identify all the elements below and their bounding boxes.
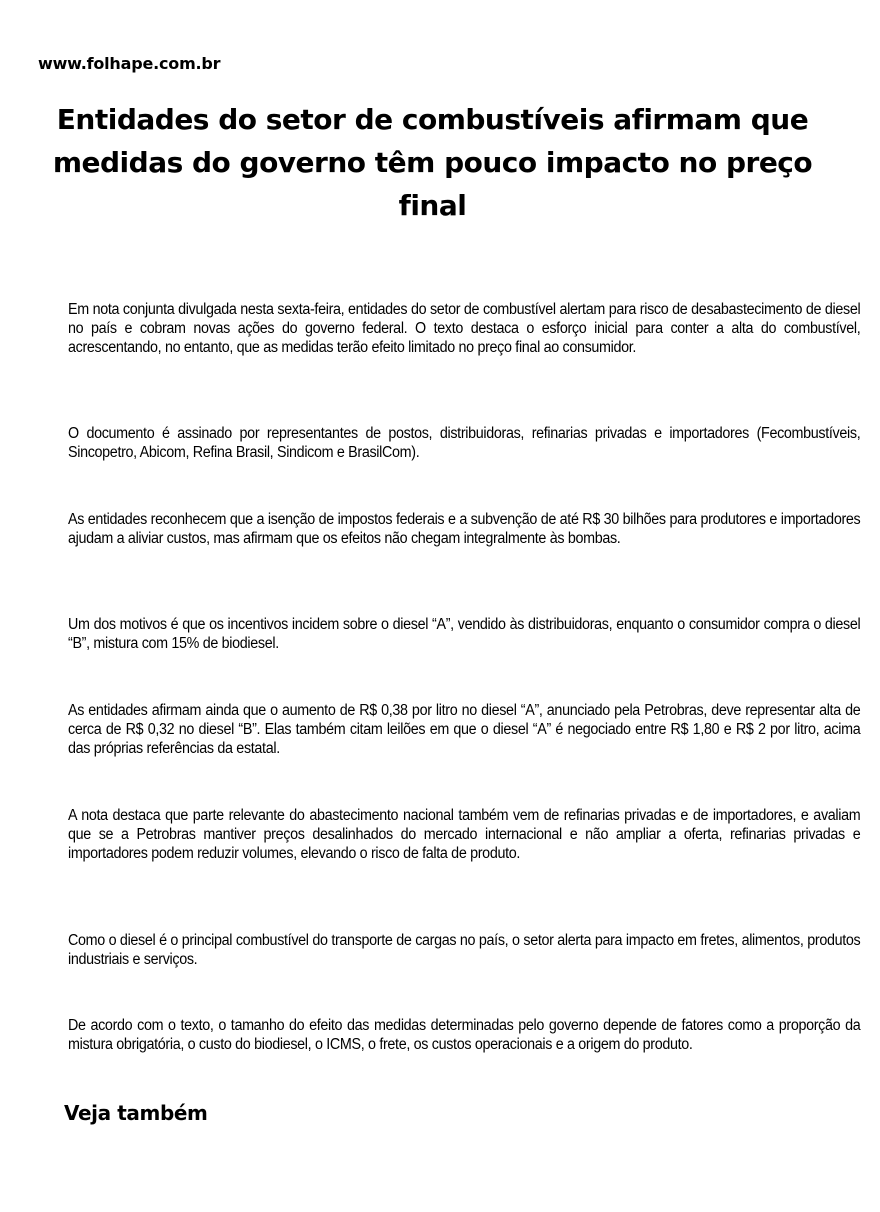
see-also-heading: Veja também (64, 1101, 208, 1125)
article-title: Entidades do setor de combustíveis afirmam que medidas do governo têm pouco impacto no preço final (52, 103, 813, 222)
article-paragraph: De acordo com o texto, o tamanho do efeito das medidas determinadas pelo governo depende de fatores como a proporção da mistura obrigatória, o custo do biodiesel, o ICMS, o frete, os custos operacionais e a origem do produto. (68, 1017, 861, 1053)
article-paragraph: Um dos motivos é que os incentivos incidem sobre o diesel “A”, vendido às distribuidoras, enquanto o consumidor compra o diesel “B”, mistura com 15% de biodiesel. (68, 616, 861, 652)
article-paragraph: As entidades reconhecem que a isenção de impostos federais e a subvenção de até R$ 30 bilhões para produtores e importadores ajudam a aliviar custos, mas afirmam que os efeitos não chegam integralmente às bombas. (68, 511, 861, 547)
article-paragraph: Como o diesel é o principal combustível do transporte de cargas no país, o setor alerta para impacto em fretes, alimentos, produtos industriais e serviços. (68, 932, 861, 968)
article-paragraph: As entidades afirmam ainda que o aumento de R$ 0,38 por litro no diesel “A”, anunciado pela Petrobras, deve representar alta de cerca de R$ 0,32 no diesel “B”. Elas também citam leilões em que o diesel “A” é negociado entre R$ 1,80 e R$ 2 por litro, acima das próprias referências da estatal. (68, 702, 861, 757)
site-url: www.folhape.com.br (38, 54, 221, 73)
article-paragraph: O documento é assinado por representantes de postos, distribuidoras, refinarias privadas e importadores (Fecombustíveis, Sincopetro, Abicom, Refina Brasil, Sindicom e BrasilCom). (68, 425, 861, 461)
article-paragraph: A nota destaca que parte relevante do abastecimento nacional também vem de refinarias privadas e de importadores, e avaliam que se a Petrobras mantiver preços desalinhados do mercado internacional e não ampliar a oferta, refinarias privadas e importadores podem reduzir volumes, elevando o risco de falta de produto. (68, 807, 861, 862)
article-paragraph: Em nota conjunta divulgada nesta sexta-feira, entidades do setor de combustível alertam para risco de desabastecimento de diesel no país e cobram novas ações do governo federal. O texto destaca o esforço inicial para conter a alta do combustível, acrescentando, no entanto, que as medidas terão efeito limitado no preço final ao consumidor. (68, 301, 861, 356)
